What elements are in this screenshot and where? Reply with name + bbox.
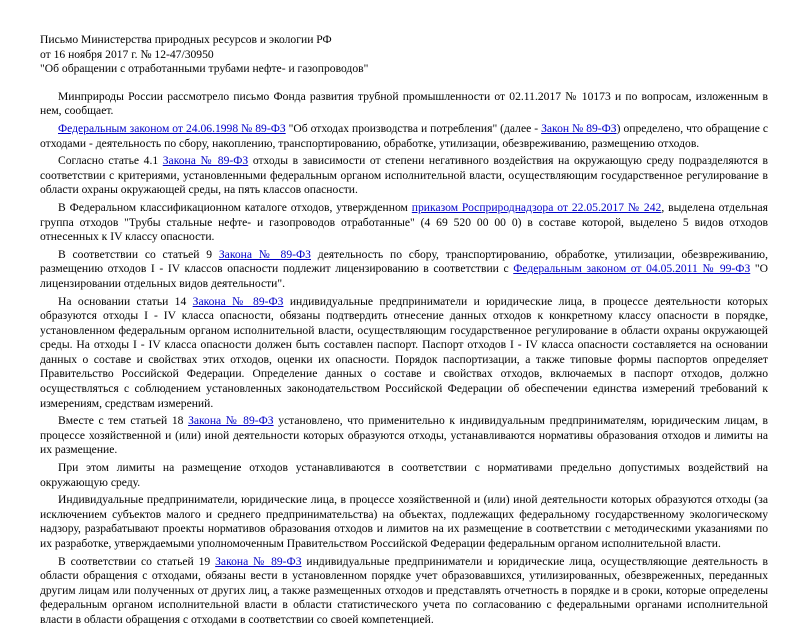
paragraph-5 xyxy=(40,248,768,292)
law-reference-link[interactable]: Закона № 89-ФЗ xyxy=(162,154,249,168)
paragraph-text: При этом лимиты на размещение отходов устанавливаются в соответствии с нормативами предельно допустимых воздействий на окружающую среду. xyxy=(40,461,768,489)
paragraph-text: На основании статьи 14 xyxy=(58,294,193,308)
letter-subject: "Об обращении с отработанными трубами нефте- и газопроводов" xyxy=(40,62,369,76)
paragraph-8 xyxy=(40,461,768,490)
paragraph-6 xyxy=(40,295,768,412)
law-reference-link[interactable]: Закона № 89-ФЗ xyxy=(192,294,284,308)
law-reference-link[interactable]: приказом Росприроднадзора от 22.05.2017 № 242 xyxy=(411,200,662,214)
paragraph-text: ) определено, что обращение с отходами - деятельность по сбору, накоплению, транспортированию, обработке, утилизации, обезвреживанию, размещению отходов. xyxy=(40,121,769,150)
paragraph-text: В соответствии со статьей 19 xyxy=(58,554,216,568)
paragraph-text: , выделена отдельная группа отходов "Трубы стальные нефте- и газопроводов отработанные" (4 69 520 00 00 0) в составе которой, выделено 5 видов отходов отнесенных к IV классу опасности. xyxy=(40,200,768,244)
header-spacer xyxy=(40,77,768,90)
letter-date-number: от 16 ноября 2017 г. № 12-47/30950 xyxy=(40,47,214,61)
law-reference-link[interactable]: Закон № 89-ФЗ xyxy=(541,121,617,135)
paragraph-10 xyxy=(40,555,768,628)
paragraph-text: Индивидуальные предприниматели, юридические лица, в процессе хозяйственной и (или) иной деятельности которых образуются отходы (за исключением субъектов малого и среднего предпринимательства) на объектах, подлежащих федеральному государственному экологическому надзору, разрабатывают проекты нормативов образования отходов и лимитов на их размещение в соответствии с методическими указаниями по их разработке, утверждаемыми уполномоченным Правительством Российской Федерации федеральным органом исполнительной власти. xyxy=(40,493,768,550)
law-reference-link[interactable]: Федеральным законом от 24.06.1998 № 89-ФЗ xyxy=(58,121,286,135)
paragraph-3 xyxy=(40,154,768,198)
paragraph-text: Согласно статье 4.1 xyxy=(58,154,163,168)
law-reference-link[interactable]: Закона № 89-ФЗ xyxy=(188,414,274,428)
letter-title: Письмо Министерства природных ресурсов и экологии РФ xyxy=(40,33,332,46)
document xyxy=(40,33,768,631)
paragraph-text: индивидуальные предприниматели и юридические лица, в процессе деятельности которых образуются отходы I - IV класса опасности, обязаны подтвердить отнесение данных отходов к конкретному классу опасности в порядке, установленном федеральным органом исполнительной власти, осуществляющим государственное регулирование в области охраны окружающей среды. На отходы I - IV класса опасности должен быть составлен паспорт. Паспорт отходов I - IV класса опасности составляется на основании данных о составе и свойствах этих отходов, оценки их опасности. Порядок паспортизации, а также типовые формы паспортов определяет Правительство Российской Федерации. Определение данных о составе и свойствах отходов, включаемых в паспорт отходов, должно осуществляться с соблюдением установленных законодательством Российской Федерации об обеспечении единства измерений требований к измерениям, средствам измерений. xyxy=(40,294,768,410)
paragraph-text: Вместе с тем статьей 18 xyxy=(58,414,189,428)
letter-body xyxy=(40,90,768,628)
law-reference-link[interactable]: Закона № 89-ФЗ xyxy=(218,247,311,261)
law-reference-link[interactable]: Закона № 89-ФЗ xyxy=(215,554,302,568)
paragraph-text: индивидуальные предприниматели и юридические лица, осуществляющие деятельность в области обращения с отходами, обязаны вести в установленном порядке учет образовавшихся, утилизированных, обезвреженных, переданных другим лицам или полученных от других лиц, а также размещенных отходов и представлять отчетность в порядке и в сроки, которые определены федеральным органом исполнительной власти в области статистического учета по согласованию с федеральными органами исполнительной власти в области обращения с отходами в соответствии со своей компетенцией. xyxy=(40,554,768,626)
paragraph-7 xyxy=(40,414,768,458)
paragraph-text: деятельность по сбору, транспортированию, обработке, утилизации, обезвреживанию, размещению отходов I - IV классов опасности подлежит лицензированию в соответствии с xyxy=(40,247,768,276)
paragraph-text: В Федеральном классификационном каталоге отходов, утвержденном xyxy=(58,200,412,214)
paragraph-2 xyxy=(40,122,768,151)
paragraph-9 xyxy=(40,493,768,551)
law-reference-link[interactable]: Федеральным законом от 04.05.2011 № 99-ФЗ xyxy=(513,262,751,276)
paragraph-1 xyxy=(40,90,768,119)
paragraph-4 xyxy=(40,201,768,245)
paragraph-text: "Об отходах производства и потребления" (далее - xyxy=(285,121,542,135)
paragraph-text: Минприроды России рассмотрело письмо Фонда развития трубной промышленности от 02.11.2017 № 10173 и по вопросам, изложенным в нем, сообщает. xyxy=(40,89,768,118)
paragraph-text: отходы в зависимости от степени негативного воздействия на окружающую среду подразделяются в соответствии с критериями, установленными федеральным органом исполнительной власти, осуществляющим государственное регулирование в области охраны окружающей среды, на пять классов опасности. xyxy=(40,154,768,197)
paragraph-text: установлено, что применительно к индивидуальным предпринимателям, юридическим лицам, в процессе хозяйственной и (или) иной деятельности которых образуются отходы, устанавливаются нормативы образования отходов и лимиты на их размещение. xyxy=(40,414,768,457)
paragraph-text: В соответствии со статьей 9 xyxy=(58,247,219,261)
paragraph-text: "О лицензировании отдельных видов деятельности". xyxy=(40,262,768,290)
